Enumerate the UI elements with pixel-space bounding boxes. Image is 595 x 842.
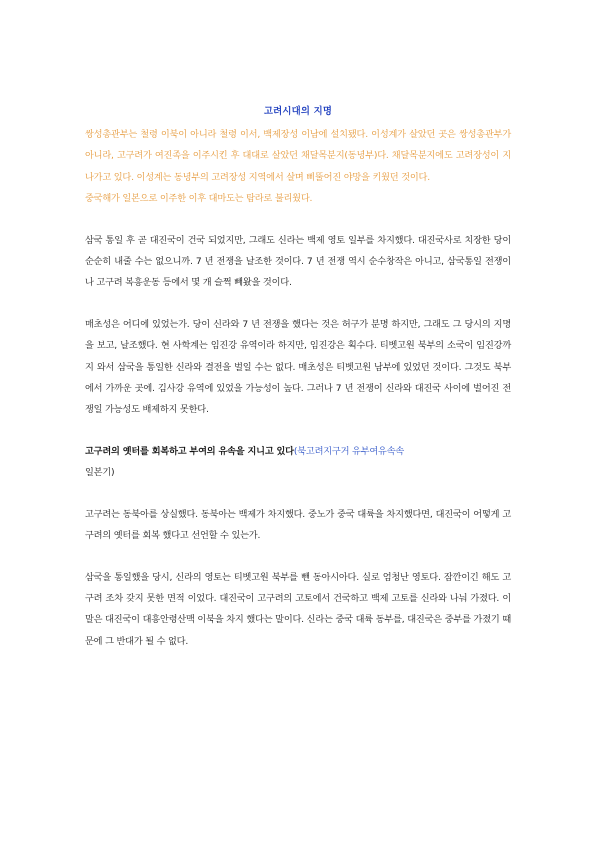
paragraph-gap xyxy=(85,421,511,441)
paragraph-gap xyxy=(85,294,511,314)
document-title: 고려시대의 지명 xyxy=(263,106,333,117)
section-heading-reference: (북고려지구거 유부여유속속 xyxy=(293,445,405,457)
body-paragraph-3: 고구려는 동북아를 상실했다. 동북아는 백제가 차지했다. 중노가 중국 대륙을 차지했다면, 대진국이 어떻게 고구려의 옛터를 회복 했다고 선언할 수 있는가. xyxy=(85,508,511,542)
paragraph-gap xyxy=(85,547,511,567)
section-heading-text: 고구려의 옛터를 회복하고 부여의 유속을 지니고 있다 xyxy=(85,445,294,457)
section-heading xyxy=(85,441,511,484)
paragraph-gap xyxy=(85,484,511,504)
body-paragraph-4: 삼국을 통일했을 당시, 신라의 영토는 티벳고원 북부를 뺀 동아시아다. 실로 엄청난 영토다. 잠깐이긴 해도 고구려 조차 갖지 못한 면적 이었다. 대진국이 고구려의 고토에서 건국하고 백제 고토를 신라와 나눠 가졌다. 이 말은 대진국이 대흥안령산맥 이북을 차지 했다는 말이다. 신라는 중국 대륙 동부를, 대진국은 중부를 가졌기 때문에 그 반대가 될 수 없다. xyxy=(85,571,511,647)
section-heading-reference-end: 일본기) xyxy=(85,467,115,479)
paragraph-gap xyxy=(85,210,511,230)
orange-note-line: 중국해가 일본으로 이주한 이후 대마도는 탐라로 불리웠다. xyxy=(85,193,313,205)
orange-note-paragraph: 쌍성총관부는 철령 이북이 아니라 철령 이서, 백제장성 이남에 설치됐다. 이성계가 살았던 곳은 쌍성총관부가 아니라, 고구려가 여진족을 이주시킨 후 대대로 살았던 채달목분지(동녕부)다. 채달목분지에도 고려장성이 지나가고 있다. 이성계는 동녕부의 고려장성 지역에서 살며 삐뚤어진 야망을 키웠던 것이다. xyxy=(85,129,511,183)
body-paragraph-2: 매초성은 어디에 있었는가. 당이 신라와 7 년 전쟁을 했다는 것은 허구가 분명 하지만, 그래도 그 당시의 지명을 보고, 날조했다. 현 사학계는 임진강 유역이라 하지만, 임진강은 획수다. 티벳고원 북부의 소국이 임진강까지 와서 삼국을 통일한 신라와 결전을 벌일 수는 없다. 매초성은 티벳고원 남부에 있었던 것이다. 그것도 북부에서 가까운 곳에. 김사강 유역에 있었을 가능성이 높다. 그러나 7 년 전쟁이 신라와 대진국 사이에 벌어진 전쟁일 가능성도 배제하지 못한다. xyxy=(85,318,511,416)
body-paragraph-1: 삼국 통일 후 곧 대진국이 건국 되었지만, 그래도 신라는 백제 영토 일부를 차지했다. 대진국사로 치장한 당이 순순히 내줄 수는 없으니까. 7 년 전쟁을 날조한 것이다. 7 년 전쟁 역시 순수창작은 아니고, 삼국통일 전쟁이나 고구려 복흥운동 등에서 몇 개 슬쩍 빼왔을 것이다. xyxy=(85,234,511,289)
document-body xyxy=(85,104,511,652)
